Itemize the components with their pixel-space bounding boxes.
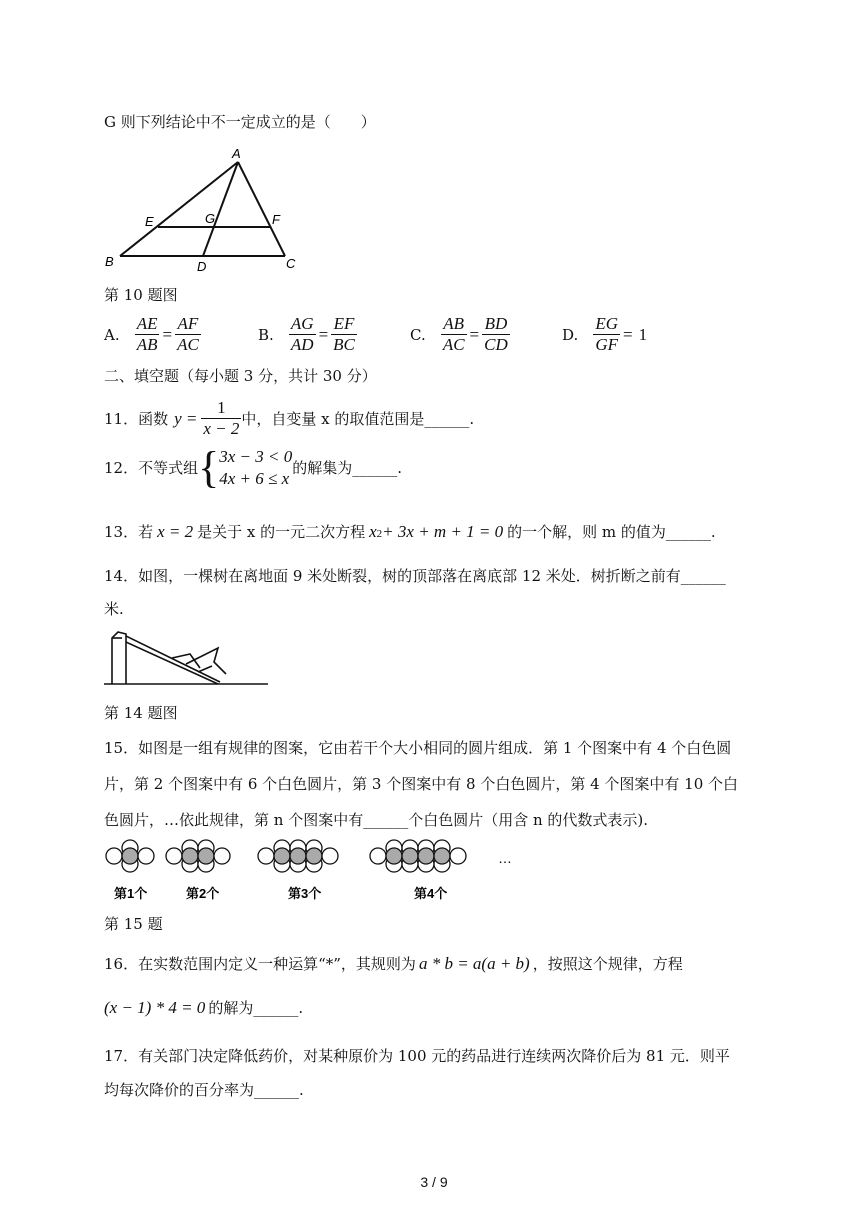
- q15-caption: 第 15 题: [104, 915, 163, 933]
- fallen-top-upper: [126, 636, 220, 682]
- pattern-label-3: 第3个: [288, 886, 322, 901]
- grey-disc: [386, 848, 402, 864]
- white-disc: [370, 848, 386, 864]
- page-number: 3 / 9: [420, 1174, 448, 1190]
- grey-disc: [306, 848, 322, 864]
- label-b: B: [105, 254, 114, 269]
- pattern-label-4: 第4个: [414, 886, 448, 901]
- label-c: C: [286, 256, 296, 271]
- grey-disc: [274, 848, 290, 864]
- q15-line1: 15．如图是一组有规律的图案，它由若干个大小相同的圆片组成．第 1 个图案中有 4 个白色圆: [104, 739, 732, 757]
- q10-triangle-figure: [100, 140, 310, 275]
- label-a: A: [232, 146, 241, 161]
- section-title: 二、填空题（每小题 3 分，共计 30 分）: [104, 367, 377, 385]
- label-g: G: [205, 211, 216, 226]
- label-f: F: [272, 212, 280, 227]
- grey-disc: [198, 848, 214, 864]
- q16-line2: (x − 1) * 4 = 0 的解为______.: [104, 998, 304, 1017]
- q15-line3: 色圆片，…依此规律，第 n 个图案中有______个白色圆片（用含 n 的代数式表示).: [104, 811, 649, 829]
- q15-pattern-figure: [100, 838, 520, 910]
- q10-option-d[interactable]: D. $\frac{EG}{GF}$ = 1: [562, 314, 648, 354]
- white-disc: [138, 848, 154, 864]
- white-disc: [450, 848, 466, 864]
- q14-tree-figure: [100, 628, 272, 688]
- grey-disc: [290, 848, 306, 864]
- white-disc: [106, 848, 122, 864]
- q14-line1: 14．如图，一棵树在离地面 9 米处断裂，树的顶部落在离底部 12 米处．树折断之前有______: [104, 567, 726, 585]
- pattern-label-2: 第2个: [186, 886, 220, 901]
- q17-line2: 均每次降价的百分率为______.: [104, 1081, 304, 1099]
- branch-2: [186, 648, 226, 674]
- q11: 11．函数 y = $\frac{1}{x - 2}$ 中，自变量 x 的取值范围是______.: [104, 398, 475, 438]
- white-disc: [166, 848, 182, 864]
- white-disc: [322, 848, 338, 864]
- q10-caption: 第 10 题图: [104, 286, 178, 304]
- q16-line1: 16．在实数范围内定义一种运算“*”，其规则为 a * b = a(a + b) ，按照这个规律，方程: [104, 954, 683, 973]
- q10-option-c[interactable]: C. $\frac{AB}{AC}$ = $\frac{BD}{CD}$: [410, 314, 508, 354]
- grey-disc: [182, 848, 198, 864]
- q10-stem-tail: G 则下列结论中不一定成立的是（ ）: [104, 113, 376, 131]
- grey-disc: [434, 848, 450, 864]
- q14-caption: 第 14 题图: [104, 704, 178, 722]
- pattern-label-1: 第1个: [114, 886, 148, 901]
- fallen-top-lower: [126, 642, 218, 684]
- q17-line1: 17．有关部门决定降低药价，对某种原价为 100 元的药品进行连续两次降价后为 81 元．则平: [104, 1047, 730, 1065]
- q12: 12．不等式组 { 3x − 3 < 0 4x + 6 ≤ x 的解集为______.: [104, 443, 402, 492]
- pattern-ellipsis: …: [498, 850, 512, 866]
- q10-option-b[interactable]: B. $\frac{AG}{AD}$ = $\frac{EF}{BC}$: [258, 314, 355, 354]
- grey-disc: [122, 848, 138, 864]
- grey-disc: [402, 848, 418, 864]
- label-e: E: [145, 214, 154, 229]
- q13: 13．若 x = 2 是关于 x 的一元二次方程 x 2 + 3x + m + 1 = 0 的一个解，则 m 的值为______.: [104, 522, 716, 541]
- side-ac: [238, 162, 285, 256]
- label-d: D: [197, 259, 207, 274]
- q10-option-a[interactable]: A. $\frac{AE}{AB}$ = $\frac{AF}{AC}$: [104, 314, 199, 354]
- grey-disc: [418, 848, 434, 864]
- tree-trunk: [112, 632, 126, 684]
- white-disc: [214, 848, 230, 864]
- q15-line2: 片，第 2 个图案中有 6 个白色圆片，第 3 个图案中有 8 个白色圆片，第 4 个图案中有 10 个白: [104, 775, 739, 793]
- white-disc: [258, 848, 274, 864]
- q14-line2: 米.: [104, 600, 124, 618]
